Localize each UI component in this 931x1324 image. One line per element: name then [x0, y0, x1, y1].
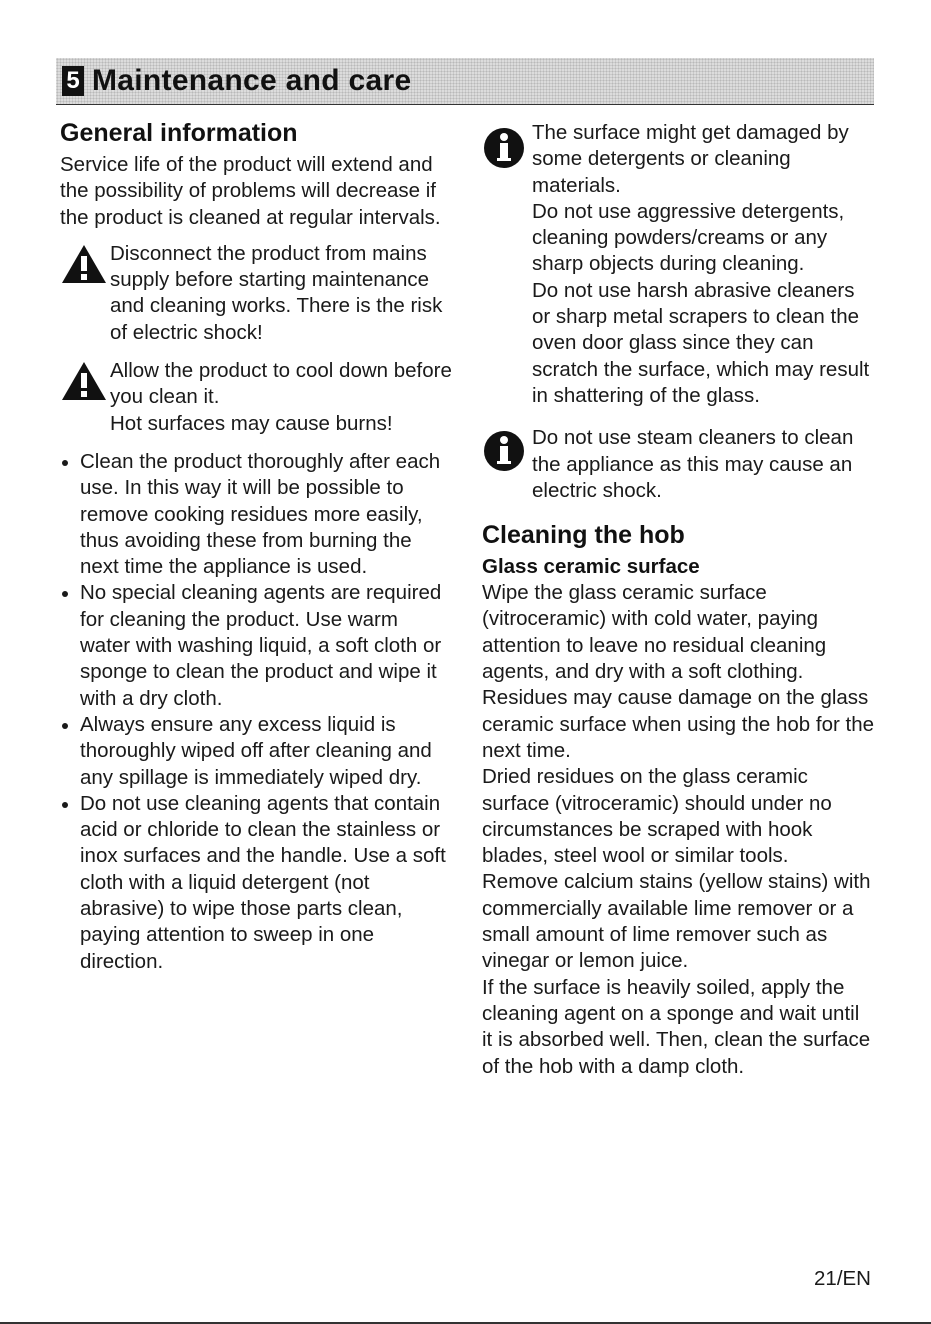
warning-text-cool-down: Allow the product to cool down before you clean it.: [110, 359, 452, 409]
hob-paragraph-calcium-stains: Remove calcium stains (yellow stains) with commercially available lime remover or a small amount of lime remover such as vinegar or lemon juice.: [482, 870, 871, 973]
info-note-detergents: [482, 120, 874, 409]
list-item: Clean the product thoroughly after each use. In this way it will be possible to remove cooking residues more easily, thus avoiding these from burning the next time the appliance is used.: [60, 449, 452, 580]
hob-paragraph-heavily-soiled: If the surface is heavily soiled, apply the cleaning agent on a sponge and wait until it is absorbed well. Then, clean the surface of the hob with a damp cloth.: [482, 975, 871, 1078]
warning-note-cool-down: [60, 358, 452, 437]
warning-text-disconnect: Disconnect the product from mains supply before starting maintenance and cleaning works. There is the risk of electric shock!: [110, 241, 443, 344]
list-item: Do not use cleaning agents that contain acid or chloride to clean the stainless or inox surfaces and the handle. Use a soft cloth with a liquid detergent (not abrasive) to wipe those parts clean, paying attention to sweep in one direction.: [60, 791, 452, 975]
warning-triangle-icon: [60, 243, 108, 290]
left-column: [60, 118, 452, 975]
cleaning-bullet-list: [60, 449, 452, 975]
info-text-aggressive-detergents: Do not use aggressive detergents, cleaning powders/creams or any sharp objects during cleaning.: [532, 199, 845, 276]
info-text-surface-damage: The surface might get damaged by some detergents or cleaning materials.: [532, 121, 849, 197]
warning-triangle-icon: [60, 360, 108, 407]
info-text-steam-cleaners: Do not use steam cleaners to clean the appliance as this may cause an electric shock.: [532, 426, 854, 502]
chapter-number: 5: [62, 66, 84, 96]
info-icon: [482, 429, 526, 478]
warning-text-hot-surfaces: Hot surfaces may cause burns!: [110, 411, 393, 435]
list-item: Always ensure any excess liquid is thoroughly wiped off after cleaning and any spillage is immediately wiped dry.: [60, 712, 452, 791]
section-heading-general-information: General information: [60, 119, 298, 147]
hob-paragraph-wipe: Wipe the glass ceramic surface (vitroceramic) with cold water, paying attention to leave no residual cleaning agents, and dry with a soft clothing. Residues may cause damage on the glass ceramic surface when using the hob for the next time.: [482, 581, 874, 762]
subheading-glass-ceramic-surface: Glass ceramic surface: [482, 555, 700, 579]
info-icon: [482, 126, 526, 175]
info-note-steam-cleaners: [482, 425, 874, 504]
warning-note-disconnect: [60, 241, 452, 346]
intro-paragraph: Service life of the product will extend and the possibility of problems will decrease if the product is cleaned at regular intervals.: [60, 153, 441, 229]
section-heading-cleaning-the-hob: Cleaning the hob: [482, 521, 685, 550]
hob-paragraph-dried-residues: Dried residues on the glass ceramic surface (vitroceramic) should under no circumstances be scraped with hook blades, steel wool or similar tools.: [482, 765, 832, 868]
chapter-title: Maintenance and care: [92, 64, 412, 97]
list-item: No special cleaning agents are required for cleaning the product. Use warm water with washing liquid, a soft cloth or sponge to clean the product and wipe it with a dry cloth.: [60, 580, 452, 711]
page-number: 21/EN: [814, 1267, 871, 1290]
info-text-abrasive-cleaners: Do not use harsh abrasive cleaners or sharp metal scrapers to clean the oven door glass since they can scratch the surface, which may result in shattering of the glass.: [532, 278, 870, 407]
right-column: [482, 118, 874, 1080]
